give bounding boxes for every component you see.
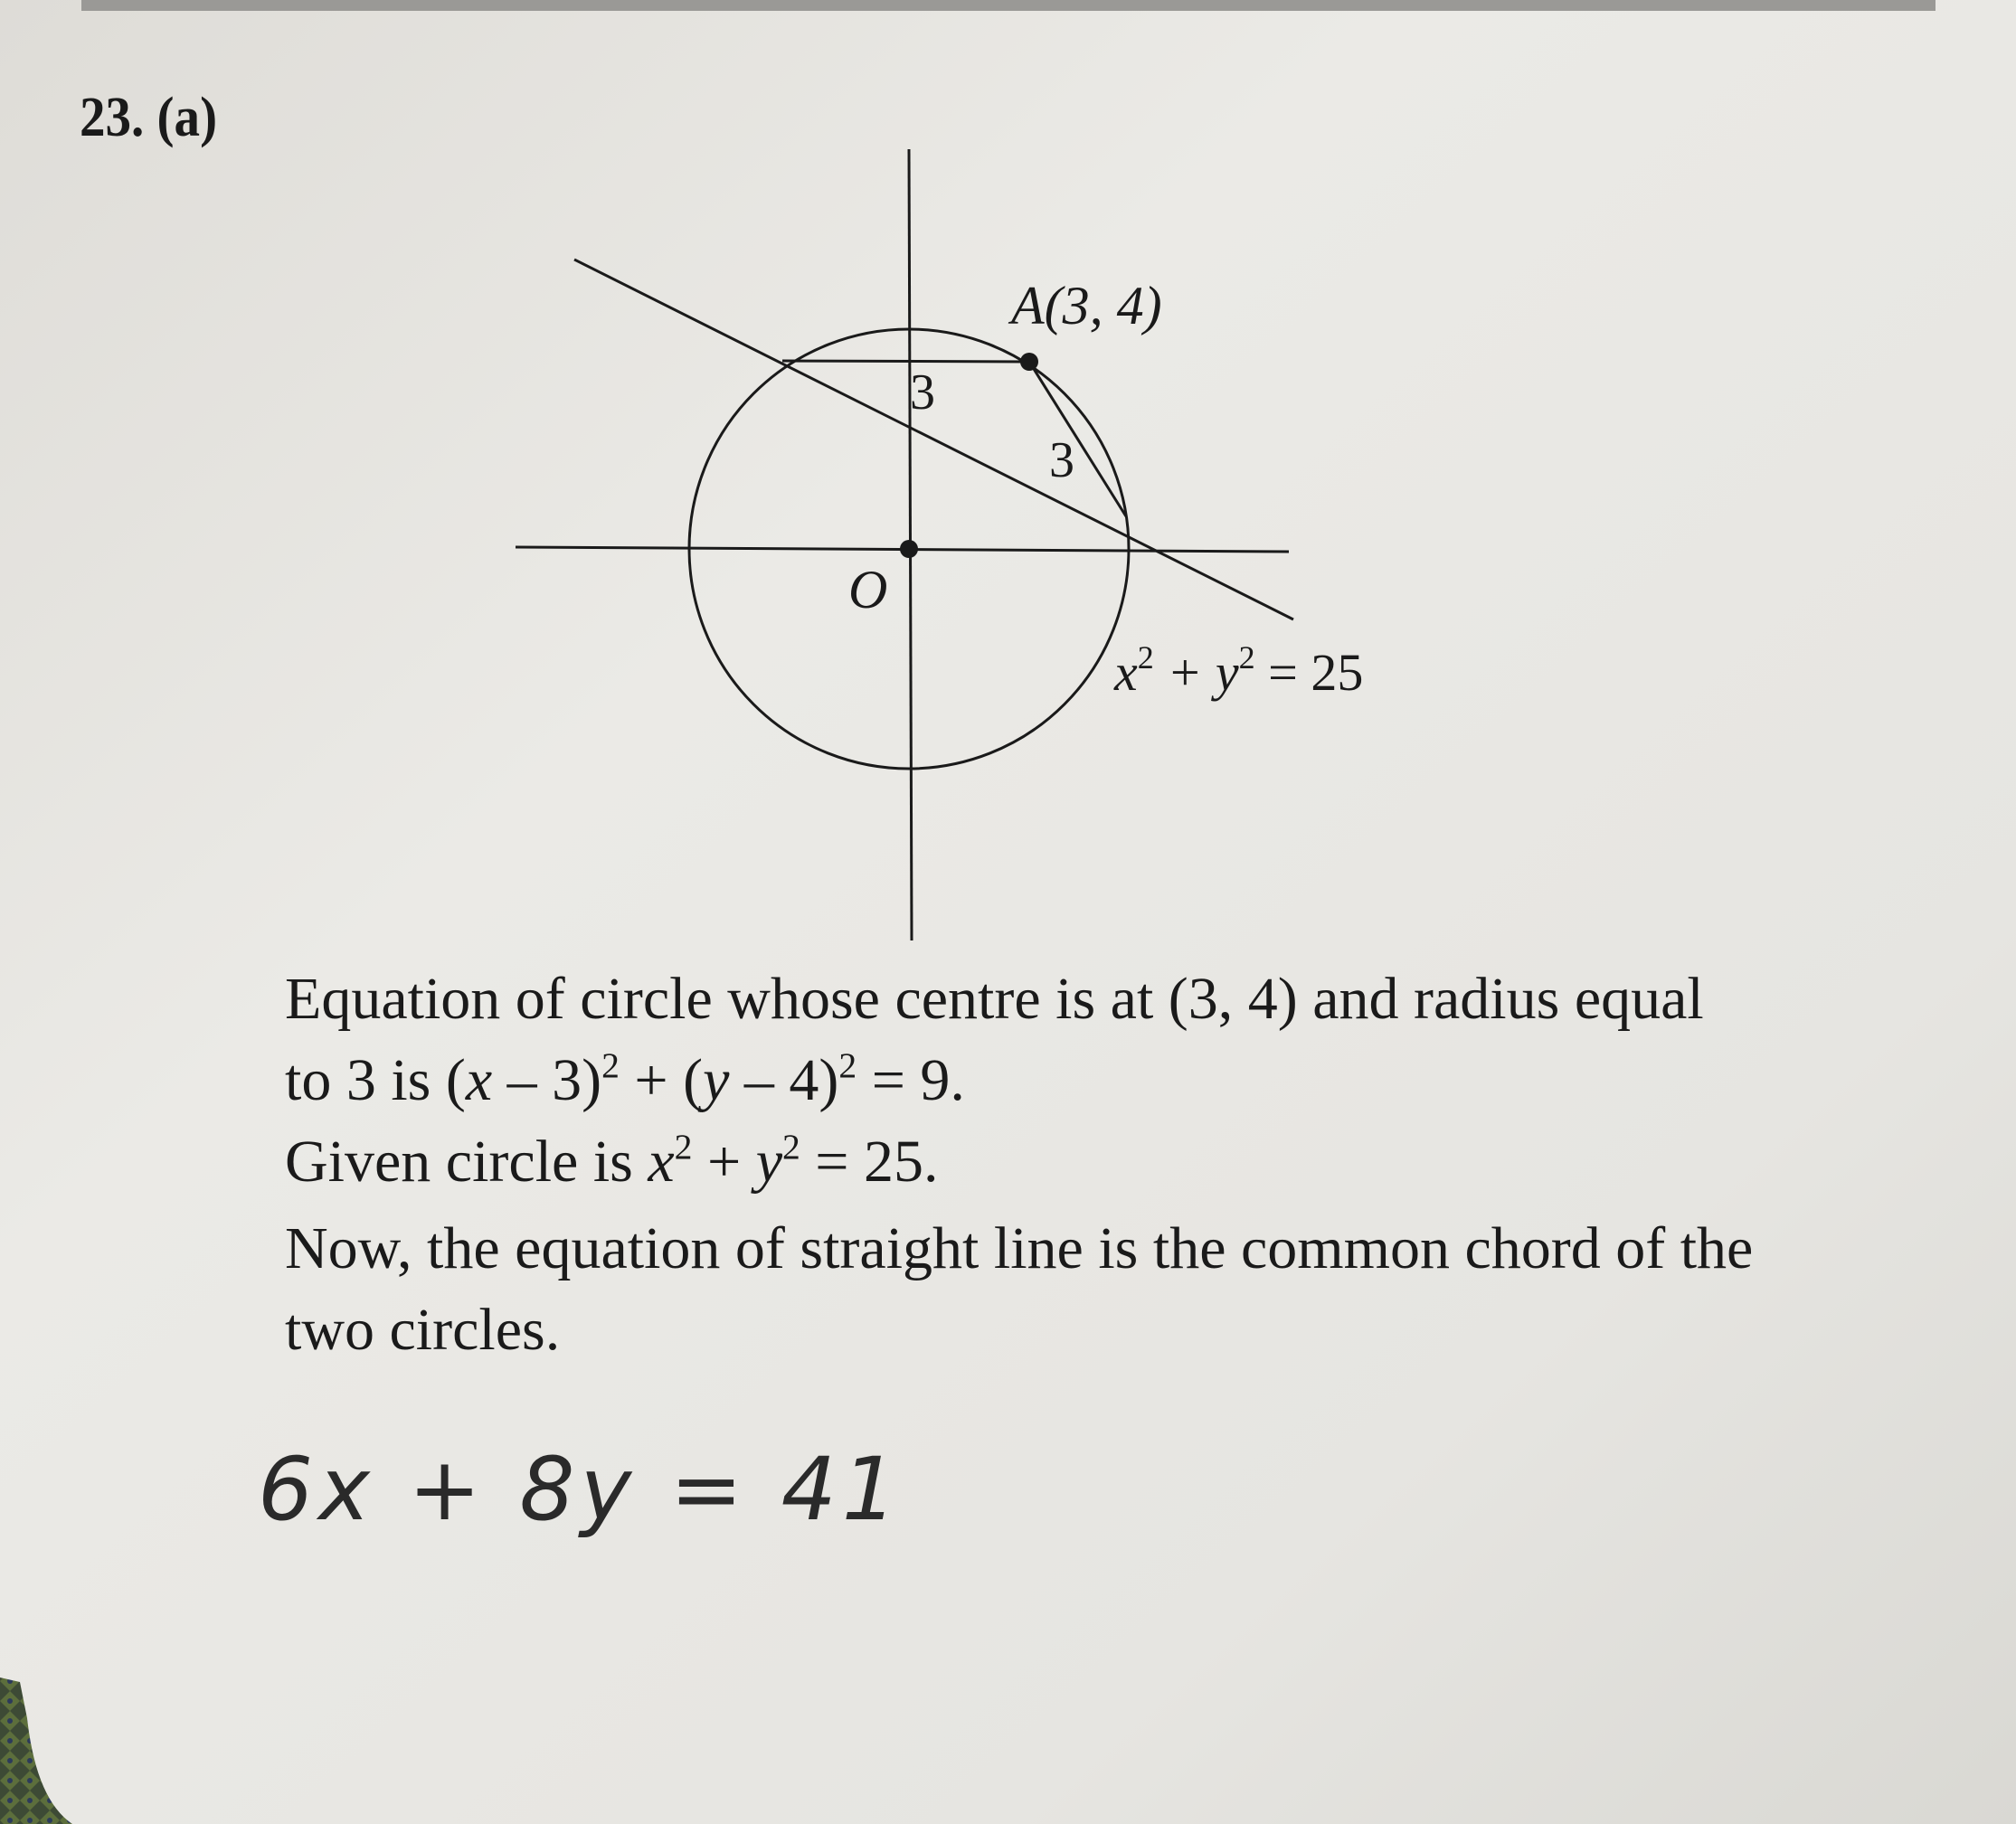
explanation-line-3: Given circle is $x^2 + y^2 = 25$.: [285, 1127, 939, 1195]
segment-label-slanted: 3: [1049, 432, 1074, 488]
explanation-line-4: Now, the equation of straight line is the common chord of the: [285, 1215, 1754, 1281]
handwritten-answer-text: 6x + 8y = 41: [258, 1439, 903, 1540]
explanation-line-1: Equation of circle whose centre is at (3, 4) and radius equal: [285, 966, 1704, 1032]
point-a-label: A(3, 4): [1011, 276, 1162, 336]
explanation-line-2: to 3 is (x – 3)$^2$ + (y – 4)$^2$ = 9.: [285, 1045, 965, 1113]
question-number: 23. (a): [80, 87, 218, 148]
origin-label: O: [848, 560, 888, 619]
explanation-line-5: two circles.: [285, 1297, 561, 1363]
segment-label-horizontal: 3: [910, 364, 935, 421]
circle-equation-label: $x^2 + y^2 = 25$: [1114, 639, 1364, 702]
